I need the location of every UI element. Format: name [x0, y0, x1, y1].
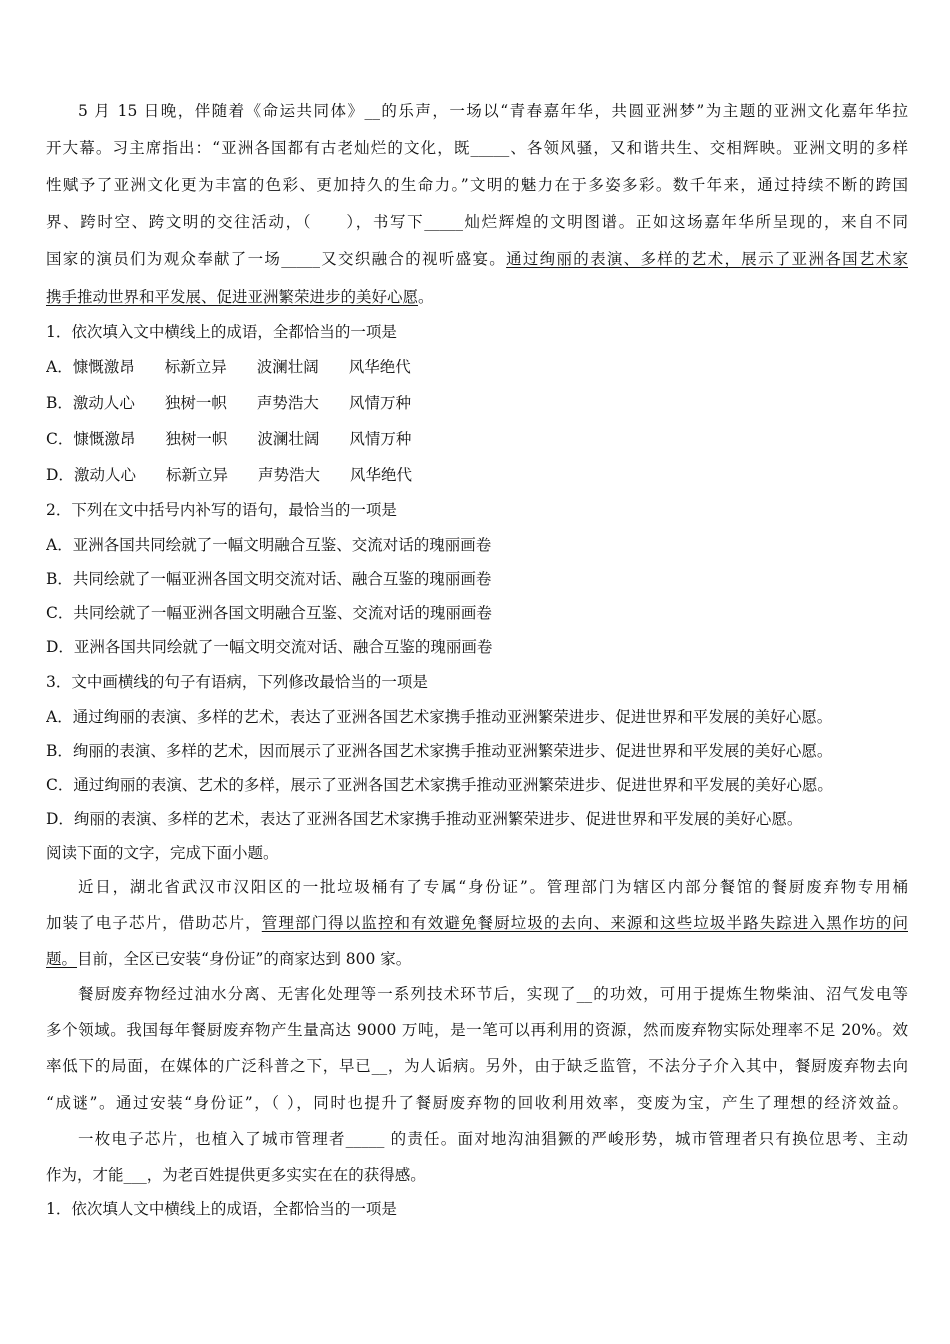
option-item: 声势浩大 [257, 466, 320, 484]
passage1-line-4: 界、跨时空、跨文明的交往活动，（ ），书写下_____灿烂辉煌的文明图谱。正如这场嘉年华所呈现的，来自不同 [46, 213, 908, 231]
option-item: 风华绝代 [348, 358, 411, 376]
option-item: 慷慨激昂 [73, 430, 136, 448]
q1-option-d [46, 464, 908, 488]
option-item: 风华绝代 [349, 466, 412, 484]
passage2-para2-line-4: “成谜”。通过安装“身份证”，（ ），同时也提升了餐厨废弃物的回收利用效率，变废为宝，产生了理想的经济效益。 [46, 1094, 908, 1112]
passage1-line-5 [46, 248, 908, 272]
underlined-sentence-part2: 携手推动世界和平发展、促进亚洲繁荣进步的美好心愿 [46, 288, 419, 306]
q3-option-d: D．绚丽的表演、多样的艺术，表达了亚洲各国艺术家携手推动亚洲繁荣进步、促进世界和平发展的美好心愿。 [46, 810, 803, 828]
passage1-line-3: 性赋予了亚洲文化更为丰富的色彩、更加持久的生命力。”文明的魅力在于多姿多彩。数千年来，通过持续不断的跨国 [46, 176, 908, 194]
q1-option-c [46, 428, 908, 452]
option-item: 标新立异 [165, 466, 228, 484]
option-item: 独树一帜 [164, 394, 227, 412]
q3-option-a: A．通过绚丽的表演、多样的艺术，表达了亚洲各国艺术家携手推动亚洲繁荣进步、促进世界和平发展的美好心愿。 [46, 708, 833, 726]
option-item: 声势浩大 [256, 394, 319, 412]
passage2-para2-line-3: 率低下的局面，在媒体的广泛科普之下，早已__，为人诟病。另外，由于缺乏监管，不法分子介入其中，餐厨废弃物去向 [46, 1057, 908, 1075]
q3-option-c: C．通过绚丽的表演、艺术的多样，展示了亚洲各国艺术家携手推动亚洲繁荣进步、促进世界和平发展的美好心愿。 [46, 776, 833, 794]
option-item: 激动人心 [72, 394, 135, 412]
q3-stem: 3．文中画横线的句子有语病，下列修改最恰当的一项是 [46, 673, 428, 691]
option-item: 波澜壮阔 [257, 430, 320, 448]
passage2-line-3-text: 目前，全区已安装“身份证”的商家达到 800 家。 [77, 950, 412, 968]
passage1-line-2: 开大幕。习主席指出：“亚洲各国都有古老灿烂的文化，既_____、各领风骚，又和谐共生、交相辉映。亚洲文明的多样 [46, 139, 908, 157]
q2-option-b: B．共同绘就了一幅亚洲各国文明交流对话、融合互鉴的瑰丽画卷 [46, 570, 492, 588]
passage1-line-1: 5 月 15 日晚，伴随着《命运共同体》__的乐声，一场以“青春嘉年华，共圆亚洲梦”为主题的亚洲文化嘉年华拉 [78, 102, 908, 120]
option-item: 激动人心 [73, 466, 136, 484]
q3-option-b: B．绚丽的表演、多样的艺术，因而展示了亚洲各国艺术家携手推动亚洲繁荣进步、促进世界和平发展的美好心愿。 [46, 742, 833, 760]
reading-instruction: 阅读下面的文字，完成下面小题。 [46, 844, 279, 862]
q2-stem: 2．下列在文中括号内补写的语句，最恰当的一项是 [46, 501, 397, 519]
q1-option-a [46, 356, 908, 380]
q1-option-b [46, 392, 908, 416]
option-item: 波澜壮阔 [256, 358, 319, 376]
passage1-line-6 [46, 286, 908, 310]
underlined-sentence-2-part1: 管理部门得以监控和有效避免餐厨垃圾的去向、来源和这些垃圾半路失踪进入黑作坊的问 [261, 914, 908, 932]
passage2-para2-line-2: 多个领域。我国每年餐厨废弃物产生量高达 9000 万吨，是一笔可以再利用的资源，然而废弃物实际处理率不足 20%。效 [46, 1021, 908, 1039]
underlined-sentence-2-part2: 题。 [46, 950, 78, 968]
q2-option-d: D．亚洲各国共同绘就了一幅文明交流对话、融合互鉴的瑰丽画卷 [46, 638, 493, 656]
underlined-sentence-part1: 通过绚丽的表演、多样的艺术，展示了亚洲各国艺术家 [506, 250, 908, 268]
passage2-para3-line-1: 一枚电子芯片，也植入了城市管理者_____ 的责任。面对地沟油猖獗的严峻形势，城市管理者只有换位思考、主动 [78, 1130, 908, 1148]
q2-option-c: C．共同绘就了一幅亚洲各国文明融合互鉴、交流对话的瑰丽画卷 [46, 604, 492, 622]
passage2-line-3 [46, 948, 908, 972]
option-item: 慷慨激昂 [72, 358, 135, 376]
option-label: A． [46, 358, 73, 376]
passage2-para2-line-1: 餐厨废弃物经过油水分离、无害化处理等一系列技术环节后，实现了__的功效，可用于提炼生物柴油、沼气发电等 [78, 985, 908, 1003]
option-label: C． [46, 430, 74, 448]
q2-option-a: A．亚洲各国共同绘就了一幅文明融合互鉴、交流对话的瑰丽画卷 [46, 536, 492, 554]
passage2-para3-line-2: 作为，才能___，为老百姓提供更多实实在在的获得感。 [46, 1166, 426, 1184]
passage1-line-5-text: 国家的演员们为观众奉献了一场_____又交织融合的视听盛宴。 [46, 250, 507, 268]
passage2-line-2 [46, 912, 908, 936]
q4-stem: 1．依次填人文中横线上的成语，全都恰当的一项是 [46, 1200, 397, 1218]
passage2-line-1: 近日，湖北省武汉市汉阳区的一批垃圾桶有了专属“身份证”。管理部门为辖区内部分餐馆的餐厨废弃物专用桶 [78, 878, 908, 896]
passage2-line-2-text: 加装了电子芯片，借助芯片， [46, 914, 262, 932]
q1-stem: 1．依次填入文中横线上的成语，全都恰当的一项是 [46, 323, 397, 341]
option-item: 风情万种 [349, 430, 412, 448]
option-item: 标新立异 [164, 358, 227, 376]
option-label: D． [46, 466, 74, 484]
period: 。 [418, 288, 434, 306]
option-item: 风情万种 [348, 394, 411, 412]
option-label: B． [46, 394, 73, 412]
option-item: 独树一帜 [165, 430, 228, 448]
